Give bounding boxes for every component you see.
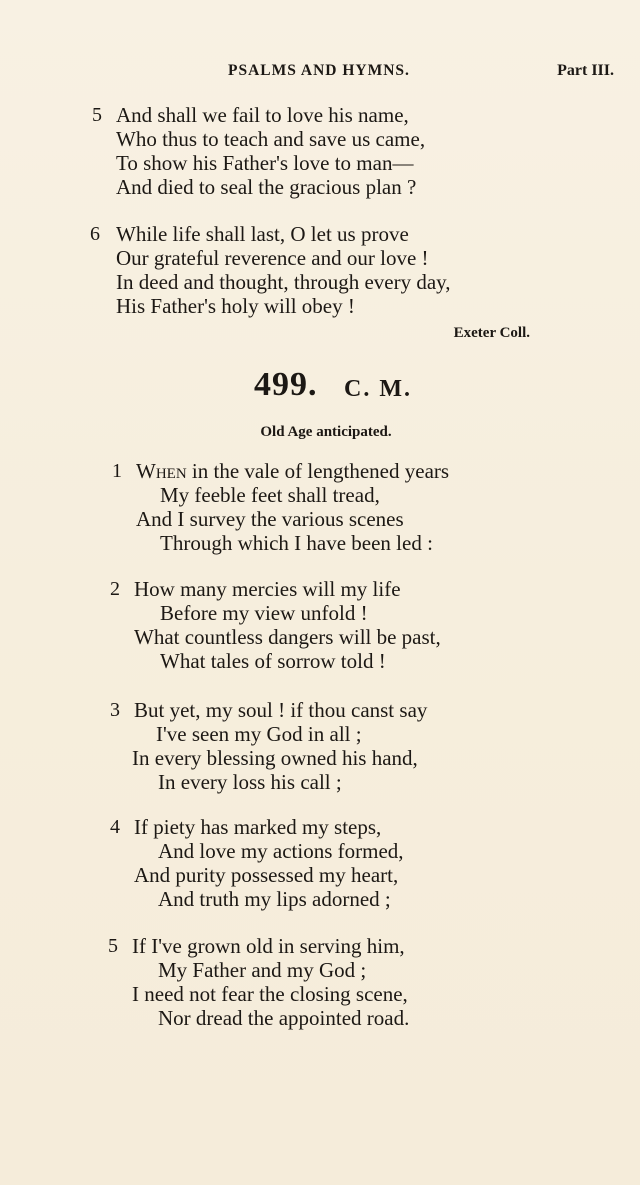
stanza-number: 1 xyxy=(112,460,122,482)
verse-line: What countless dangers will be past, xyxy=(134,625,441,649)
verse-line: My Father and my God ; xyxy=(158,958,367,982)
attribution: Exeter Coll. xyxy=(453,325,530,341)
stanza-number: 4 xyxy=(110,816,120,838)
stanza-number: 5 xyxy=(92,104,102,126)
verse-line xyxy=(136,459,449,483)
verse-line: But yet, my soul ! if thou canst say xyxy=(134,698,428,722)
verse-line: If I've grown old in serving him, xyxy=(132,934,405,958)
verse-line: To show his Father's love to man— xyxy=(116,151,414,175)
hymn-number: 499. xyxy=(254,366,318,403)
verse-line-rest: in the vale of lengthened years xyxy=(186,459,450,483)
hymn-meter: C. M. xyxy=(344,376,412,402)
verse-line: In every loss his call ; xyxy=(158,770,342,794)
verse-line: Through which I have been led : xyxy=(160,531,433,555)
running-title: PSALMS AND HYMNS. xyxy=(228,62,410,79)
running-head xyxy=(0,60,640,84)
verse-line: I've seen my God in all ; xyxy=(156,722,362,746)
verse-line: And truth my lips adorned ; xyxy=(158,887,391,911)
verse-line: Nor dread the appointed road. xyxy=(158,1006,410,1030)
verse-line: Before my view unfold ! xyxy=(160,601,368,625)
verse-line: My feeble feet shall tread, xyxy=(160,483,380,507)
verse-line: How many mercies will my life xyxy=(134,577,401,601)
first-word: When xyxy=(136,459,187,483)
verse-line: In every blessing owned his hand, xyxy=(132,746,418,770)
part-label: Part III. xyxy=(557,62,614,79)
verse-line: And died to seal the gracious plan ? xyxy=(116,175,417,199)
verse-line: I need not fear the closing scene, xyxy=(132,982,408,1006)
verse-line: And purity possessed my heart, xyxy=(134,863,399,887)
hymn-subtitle: Old Age anticipated. xyxy=(260,424,392,440)
stanza-number: 6 xyxy=(90,223,100,245)
verse-line: And shall we fail to love his name, xyxy=(116,103,409,127)
verse-line: His Father's holy will obey ! xyxy=(116,294,355,318)
verse-line: And I survey the various scenes xyxy=(136,507,404,531)
verse-line: If piety has marked my steps, xyxy=(134,815,382,839)
verse-line: What tales of sorrow told ! xyxy=(160,649,386,673)
verse-line: Our grateful reverence and our love ! xyxy=(116,246,429,270)
verse-line: Who thus to teach and save us came, xyxy=(116,127,426,151)
verse-line: And love my actions formed, xyxy=(158,839,404,863)
verse-line: While life shall last, O let us prove xyxy=(116,222,409,246)
stanza-number: 5 xyxy=(108,935,118,957)
stanza-number: 3 xyxy=(110,699,120,721)
verse-line: In deed and thought, through every day, xyxy=(116,270,451,294)
stanza-number: 2 xyxy=(110,578,120,600)
